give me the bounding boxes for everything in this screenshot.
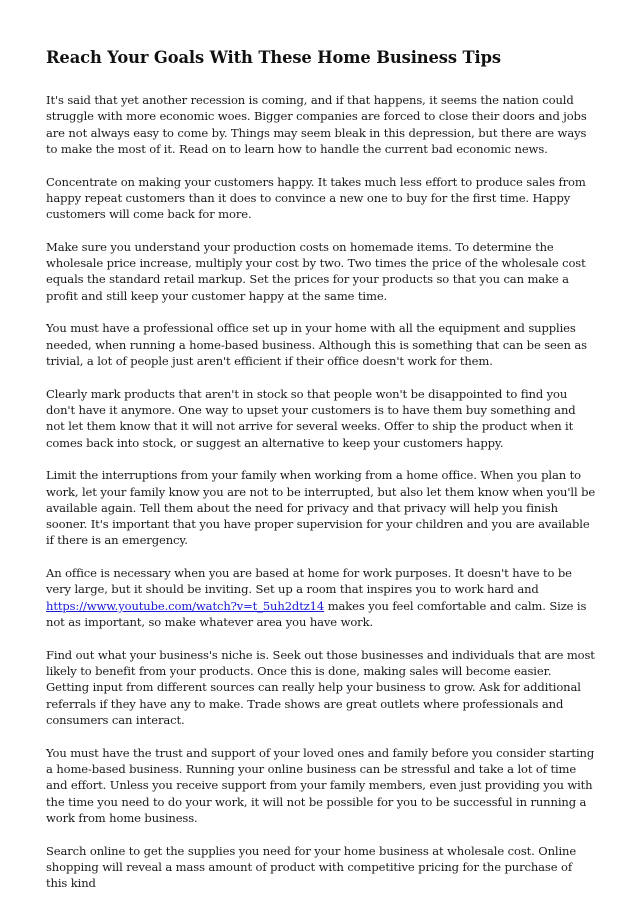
paragraph-office-necessary (46, 565, 596, 630)
paragraph-family-interruptions: Limit the interruptions from your family when working from a home office. When you plan to work, let your family know you are not to be interrupted, but also let them know when you'll be available again. Tell them about the need for privacy and that privacy will help you finish sooner. It's important that you have proper supervision for your children and you are available if there is an emergency. (46, 468, 596, 548)
office-text-after: makes you feel comfortable and calm. Size is not as important, so make whatever area you have work. (46, 598, 587, 630)
office-text-before: An office is necessary when you are based at home for work purposes. It doesn't have to be very large, but it should be inviting. Set up a room that inspires you to work hard and (46, 566, 572, 597)
paragraph-family-support: You must have the trust and support of your loved ones and family before you consider starting a home-based business. Running your online business can be stressful and take a lot of time and effort. Unless you receive support from your family members, even just providing you with the time you need to do your work, it will not be possible for you to be successful in running a work from home business. (46, 745, 595, 825)
document-page (46, 48, 596, 908)
paragraph-out-of-stock: Clearly mark products that aren't in stock so that people won't be disappointed to find you don't have it anymore. One way to upset your customers is to have them buy something and not let them know that it will not arrive for several weeks. Offer to ship the product when it comes back into stock, or suggest an alternative to keep your customers happy. (46, 386, 576, 450)
paragraph-production-costs: Make sure you understand your production costs on homemade items. To determine the wholesale price increase, multiply your cost by two. Two times the price of the wholesale cost equals the standard retail markup. Set the prices for your products so that you can make a profit and still keep your customer happy at the same time. (46, 239, 586, 303)
paragraph-customers-happy: Concentrate on making your customers happy. It takes much less effort to produce sales from happy repeat customers than it does to convince a new one to buy for the first time. Happy customers will come back for more. (46, 174, 586, 222)
paragraph-professional-office: You must have a professional office set up in your home with all the equipment and supplies needed, when running a home-based business. Although this is something that can be seen as trivial, a lot of people just aren't efficient if their office doesn't work for them. (46, 321, 587, 369)
page-title: Reach Your Goals With These Home Business Tips (46, 48, 501, 67)
paragraph-search-online: Search online to get the supplies you need for your home business at wholesale cost. Online shopping will reveal a mass amount of product with competitive pricing for the purchase of this kind (46, 843, 577, 891)
youtube-link[interactable]: https://www.youtube.com/watch?v=t_5uh2dtz14 (46, 598, 325, 613)
paragraph-recession: It's said that yet another recession is coming, and if that happens, it seems the nation could struggle with more economic woes. Bigger companies are forced to close their doors and jobs are not always easy to come by. Things may seem bleak in this depression, but there are ways to make the most of it. Read on to learn how to handle the current bad economic news. (46, 93, 587, 156)
paragraph-business-niche: Find out what your business's niche is. Seek out those businesses and individuals that are most likely to benefit from your products. Once this is done, making sales will become easier. Getting input from different sources can really help your business to grow. Ask for additional referrals if they have any to make. Trade shows are great outlets where professionals and consumers can interact. (46, 647, 595, 727)
